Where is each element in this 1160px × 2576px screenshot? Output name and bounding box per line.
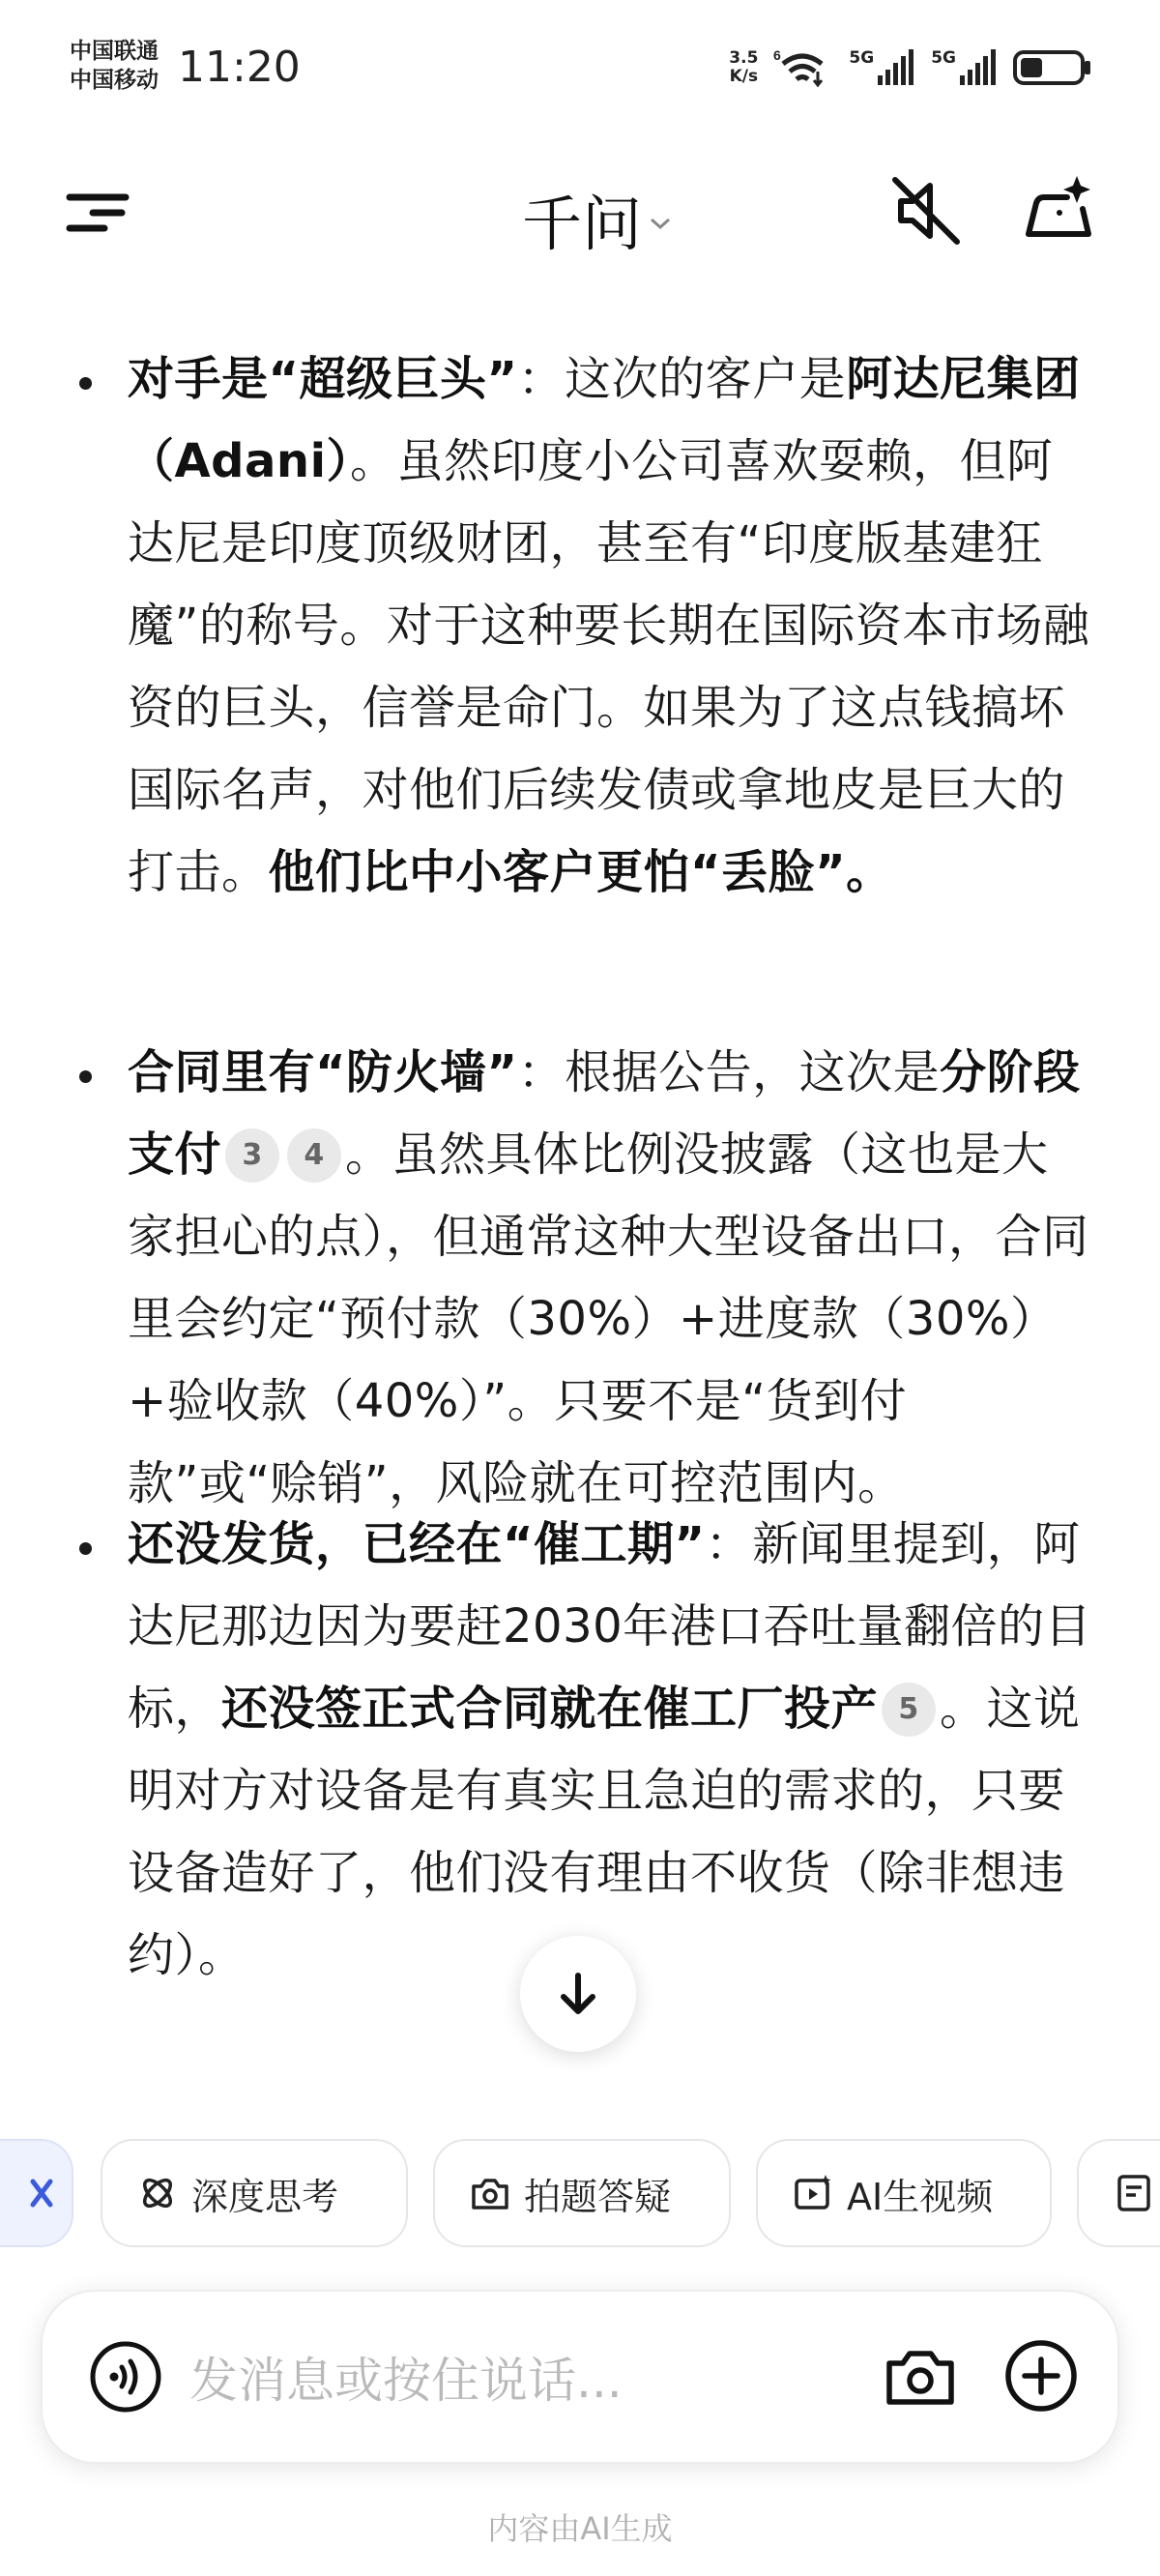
page-title: 千问 — [522, 189, 643, 259]
body-text: ：新闻里提到，阿达尼那边因为要赶2030年港口吞吐量翻倍的目标， — [128, 1517, 1092, 1736]
signal-bars-icon — [877, 48, 915, 87]
signal-bars-icon — [959, 48, 998, 87]
status-bar — [0, 0, 1160, 145]
body-text: 。虽然具体比例没披露（这也是大家担心的点），但通常这种大型设备出口，合同里会约定“预付款（30%）+进度款（30%）+验收款（40%）”。只要不是“货到付款”或“赊销”，风险就在可控范围内。 — [128, 1127, 1089, 1510]
list-item-text — [128, 1032, 1094, 1525]
citation-badge[interactable]: 3 — [225, 1128, 279, 1183]
carrier-info — [70, 37, 159, 95]
arrow-down-icon — [554, 1970, 602, 2018]
body-text: ：根据公告，这次是 — [517, 1045, 941, 1099]
wifi-badge: 6 — [773, 47, 782, 63]
voice-icon[interactable] — [89, 2340, 162, 2414]
bullet-dot — [79, 377, 92, 390]
citation-badge[interactable]: 5 — [882, 1683, 936, 1737]
ai-video-button[interactable] — [756, 2139, 1052, 2247]
list-item-text — [128, 338, 1094, 914]
system-indicators — [729, 46, 1092, 89]
photo-qa-label: 拍题答疑 — [524, 2175, 672, 2218]
video-icon — [793, 2173, 833, 2213]
quick-actions — [0, 2139, 1160, 2251]
status-time: 11:20 — [178, 43, 301, 92]
message-input[interactable]: 发消息或按住说话... — [189, 2353, 623, 2409]
plus-icon[interactable] — [1003, 2338, 1079, 2414]
atom-icon — [137, 2173, 178, 2213]
wifi-icon — [773, 46, 833, 89]
bold-text: 还没发货，已经在“催工期” — [128, 1517, 706, 1571]
battery-icon — [1013, 48, 1092, 87]
bold-text: 还没签正式合同就在催工厂投产 — [221, 1682, 879, 1736]
document-icon — [1114, 2173, 1154, 2213]
citation-badge[interactable]: 4 — [287, 1128, 341, 1183]
message-input-bar — [41, 2290, 1119, 2464]
chip-partial-left[interactable] — [0, 2139, 73, 2247]
list-item-text — [128, 1504, 1094, 1997]
app-header — [0, 145, 1160, 280]
deep-think-button[interactable] — [101, 2139, 408, 2247]
photo-qa-button[interactable] — [433, 2139, 731, 2247]
new-chat-icon[interactable] — [1021, 170, 1098, 248]
bold-text: 合同里有“防火墙” — [128, 1045, 518, 1099]
body-text: 。这说明对方对设备是有真实且急迫的需求的，只要设备造好了，他们没有理由不收货（除非想违约）。 — [128, 1682, 1081, 1982]
bold-text: 对手是“超级巨头” — [128, 352, 518, 406]
ai-disclaimer: 内容由AI生成 — [487, 2510, 673, 2547]
scroll-to-bottom-button[interactable] — [520, 1936, 636, 2052]
chip-partial-right[interactable] — [1077, 2139, 1160, 2247]
bold-text: 分阶段支付 — [128, 1045, 1081, 1182]
speaker-muted-icon[interactable] — [887, 172, 965, 249]
signal-1: 5G — [849, 48, 915, 87]
body-text: 。虽然印度小公司喜欢耍赖，但阿达尼是印度顶级财团，甚至有“印度版基建狂魔”的称号。对于这种要长期在国际资本市场融资的巨头，信誉是命门。如果为了这点钱搞坏国际名声，对他们后续发债或拿地皮是巨大的打击。 — [128, 434, 1090, 899]
model-selector[interactable] — [522, 176, 671, 262]
sparkle-icon — [23, 2174, 62, 2212]
deep-think-label: 深度思考 — [191, 2175, 339, 2218]
menu-icon[interactable] — [66, 186, 133, 240]
net-speed: 3.5 K/s — [729, 48, 759, 86]
bullet-dot — [79, 1070, 92, 1083]
body-text: ：这次的客户是 — [517, 352, 847, 406]
bold-text: 他们比中小客户更怕“丢脸”。 — [268, 845, 893, 899]
bold-text: 阿达尼集团（Adani） — [128, 352, 1081, 488]
ai-video-label: AI生视频 — [847, 2175, 994, 2218]
bullet-dot — [79, 1542, 92, 1555]
chevron-down-icon — [650, 217, 671, 230]
signal-2: 5G — [931, 48, 998, 87]
carrier-1: 中国联通 — [70, 39, 159, 64]
camera-icon — [470, 2173, 510, 2213]
carrier-2: 中国移动 — [70, 68, 159, 93]
camera-icon[interactable] — [884, 2340, 957, 2414]
